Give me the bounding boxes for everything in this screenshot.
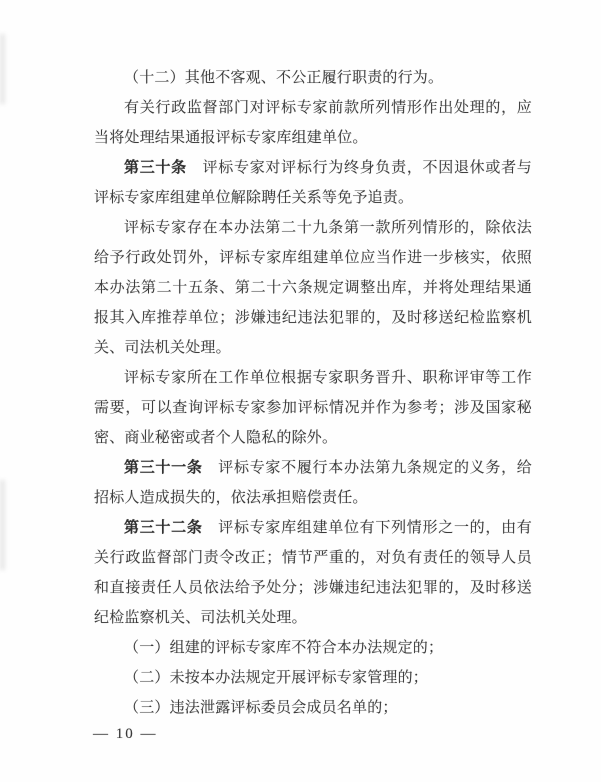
article-number: 第三十二条 <box>124 520 203 536</box>
paragraph: 评标专家存在本办法第二十九条第一款所列情形的，除依法给予行政处罚外，评标专家库组建单位应当作进一步核实，依照本办法第二十五条、第二十六条规定调整出库，并将处理结果通报其入库推荐单位；涉嫌违纪违法犯罪的，及时移送纪检监察机关、司法机关处理。 <box>94 220 532 356</box>
paragraph: （三）违法泄露评标委员会成员名单的； <box>124 700 398 716</box>
paragraph: 评标专家所在工作单位根据专家职务晋升、职称评审等工作需要，可以查询评标专家参加评标情况并作为参考；涉及国家秘密、商业秘密或者个人隐私的除外。 <box>94 370 532 446</box>
paragraph: 有关行政监督部门对评标专家前款所列情形作出处理的，应当将处理结果通报评标专家库组建单位。 <box>94 100 532 146</box>
paragraph: （十二）其他不客观、不公正履行职责的行为。 <box>124 70 444 86</box>
article-number: 第三十条 <box>124 160 187 176</box>
paragraph: 第三十条 评标专家对评标行为终身负责，不因退休或者与评标专家库组建单位解除聘任关系等免予追责。 <box>94 160 532 206</box>
article-number: 第三十一条 <box>124 460 203 476</box>
paragraph: （一）组建的评标专家库不符合本办法规定的； <box>124 640 444 656</box>
paragraph: 第三十一条 评标专家不履行本办法第九条规定的义务，给招标人造成损失的，依法承担赔偿责任。 <box>94 460 532 506</box>
scan-artifact <box>0 480 5 570</box>
paragraph: 第三十二条 评标专家库组建单位有下列情形之一的，由有关行政监督部门责令改正；情节严重的，对负有责任的领导人员和直接责任人员依法给予处分；涉嫌违纪违法犯罪的，及时移送纪检监察机关、司法机关处理。 <box>94 520 532 626</box>
document-body <box>94 63 532 723</box>
page-number: — 10 — <box>93 726 158 742</box>
scan-artifact <box>0 34 5 104</box>
paragraph: （二）未按本办法规定开展评标专家管理的； <box>124 670 429 686</box>
